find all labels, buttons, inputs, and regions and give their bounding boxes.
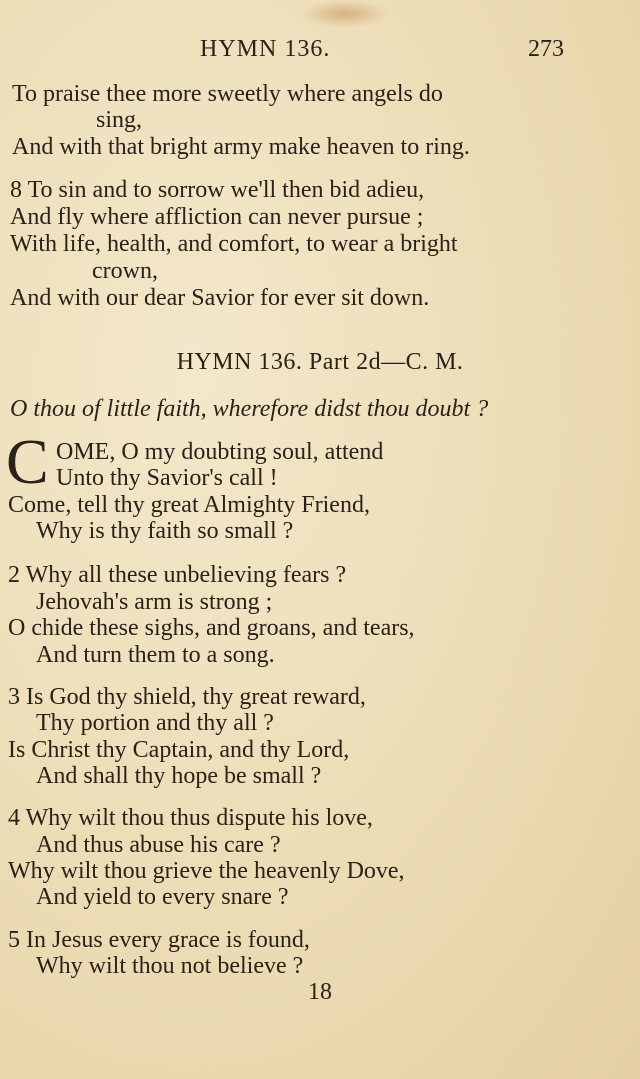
verse-line: sing, bbox=[96, 107, 143, 133]
page-header bbox=[0, 36, 640, 70]
signature-mark: 18 bbox=[308, 979, 332, 1005]
verse-line: O chide these sighs, and groans, and tears, bbox=[8, 615, 415, 641]
verse-line: And with that bright army make heaven to ring. bbox=[12, 134, 470, 160]
paper-stain bbox=[300, 0, 390, 28]
epigraph: O thou of little faith, wherefore didst thou doubt ? bbox=[10, 396, 489, 422]
verse-line: Why wilt thou grieve the heavenly Dove, bbox=[8, 858, 405, 884]
verse-line: Thy portion and thy all ? bbox=[36, 710, 274, 736]
verse-line: And turn them to a song. bbox=[36, 642, 275, 668]
verse-line: And thus abuse his care ? bbox=[36, 832, 281, 858]
verse-line: Come, tell thy great Almighty Friend, bbox=[8, 492, 370, 518]
verse-line: crown, bbox=[92, 258, 158, 284]
verse-line: With life, health, and comfort, to wear a bright bbox=[10, 231, 458, 257]
verse-line: Jehovah's arm is strong ; bbox=[36, 589, 273, 615]
verse-line: 2 Why all these unbelieving fears ? bbox=[8, 562, 347, 588]
verse-line: Unto thy Savior's call ! bbox=[56, 465, 278, 491]
verse-line: Why is thy faith so small ? bbox=[36, 518, 294, 544]
verse-line: Why wilt thou not believe ? bbox=[36, 953, 304, 979]
verse-line: And shall thy hope be small ? bbox=[36, 763, 322, 789]
verse-line: And yield to every snare ? bbox=[36, 884, 289, 910]
verse-line: And with our dear Savior for ever sit down. bbox=[10, 285, 430, 311]
verse-line: Is Christ thy Captain, and thy Lord, bbox=[8, 737, 350, 763]
running-title: HYMN 136. bbox=[200, 36, 331, 62]
verse-line: And fly where affliction can never pursue ; bbox=[10, 204, 424, 230]
hymn-title: HYMN 136. Part 2d—C. M. bbox=[176, 349, 464, 375]
verse-line: 8 To sin and to sorrow we'll then bid adieu, bbox=[10, 177, 425, 203]
page-number: 273 bbox=[528, 36, 564, 62]
verse-line: 4 Why wilt thou thus dispute his love, bbox=[8, 805, 373, 831]
verse-line: OME, O my doubting soul, attend bbox=[56, 439, 384, 465]
verse-line: 3 Is God thy shield, thy great reward, bbox=[8, 684, 366, 710]
drop-cap: C bbox=[6, 426, 49, 497]
verse-line: 5 In Jesus every grace is found, bbox=[8, 927, 310, 953]
verse-line: To praise thee more sweetly where angels do bbox=[12, 81, 443, 107]
